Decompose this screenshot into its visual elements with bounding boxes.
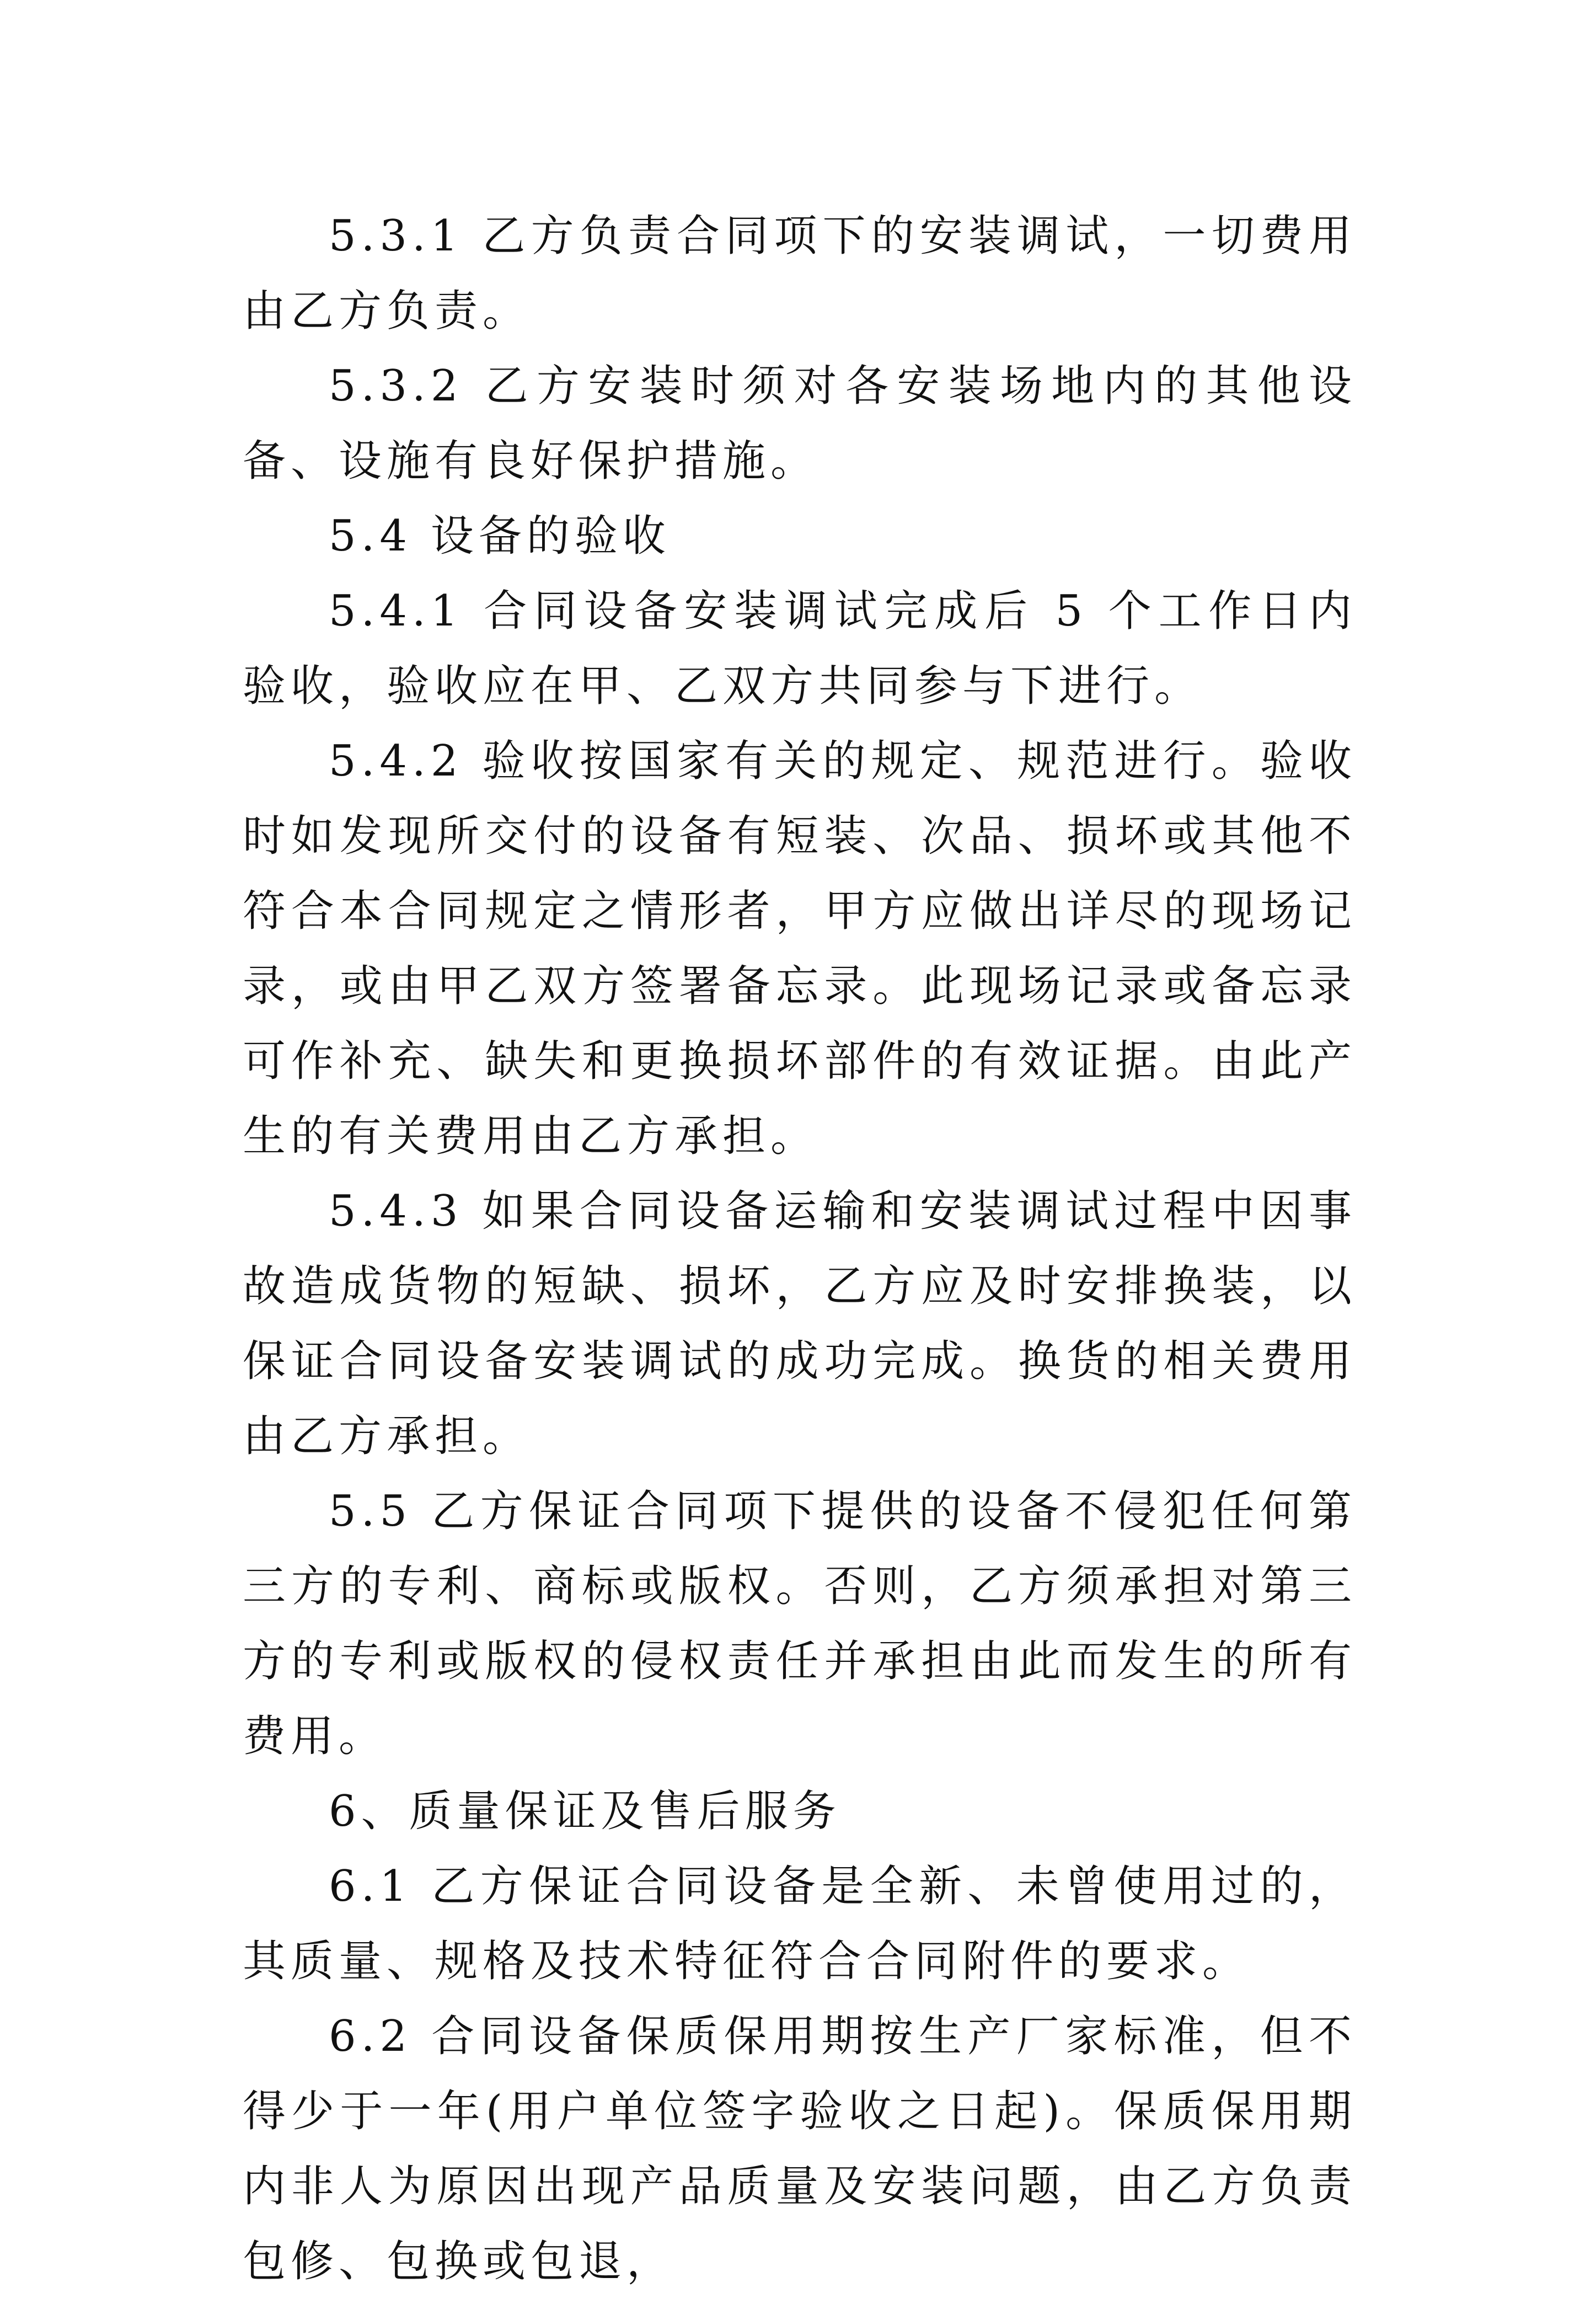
clause-5-3-2: 5.3.2 乙方安装时须对各安装场地内的其他设备、设施有良好保护措施。 (243, 361, 1357, 486)
document-body (243, 199, 1357, 2299)
clause-5-4-3: 5.4.3 如果合同设备运输和安装调试过程中因事故造成货物的短缺、损坏，乙方应及时安排换装，以保证合同设备安装调试的成功完成。换货的相关费用由乙方承担。 (243, 1186, 1357, 1461)
clause-5-4-2: 5.4.2 验收按国家有关的规定、规范进行。验收时如发现所交付的设备有短装、次品、损坏或其他不符合本合同规定之情形者，甲方应做出详尽的现场记录，或由甲乙双方签署备忘录。此现场记录或备忘录可作补充、缺失和更换损坏部件的有效证据。由此产生的有关费用由乙方承担。 (243, 736, 1357, 1161)
clause-5-3-1: 5.3.1 乙方负责合同项下的安装调试，一切费用由乙方负责。 (243, 211, 1357, 336)
clause-5-5: 5.5 乙方保证合同项下提供的设备不侵犯任何第三方的专利、商标或版权。否则，乙方须承担对第三方的专利或版权的侵权责任并承担由此而发生的所有费用。 (243, 1487, 1357, 1761)
clause-6-1: 6.1 乙方保证合同设备是全新、未曾使用过的，其质量、规格及技术特征符合合同附件的要求。 (243, 1862, 1357, 1986)
section-6-heading: 6、质量保证及售后服务 (329, 1787, 841, 1836)
clause-5-4-heading: 5.4 设备的验收 (329, 511, 671, 561)
clause-6-2: 6.2 合同设备保质保用期按生产厂家标准，但不得少于一年(用户单位签字验收之日起)。保质保用期内非人为原因出现产品质量及安装问题，由乙方负责包修、包换或包退， (243, 2012, 1357, 2286)
clause-5-4-1: 5.4.1 合同设备安装调试完成后 5 个工作日内验收，验收应在甲、乙双方共同参与下进行。 (243, 586, 1357, 711)
